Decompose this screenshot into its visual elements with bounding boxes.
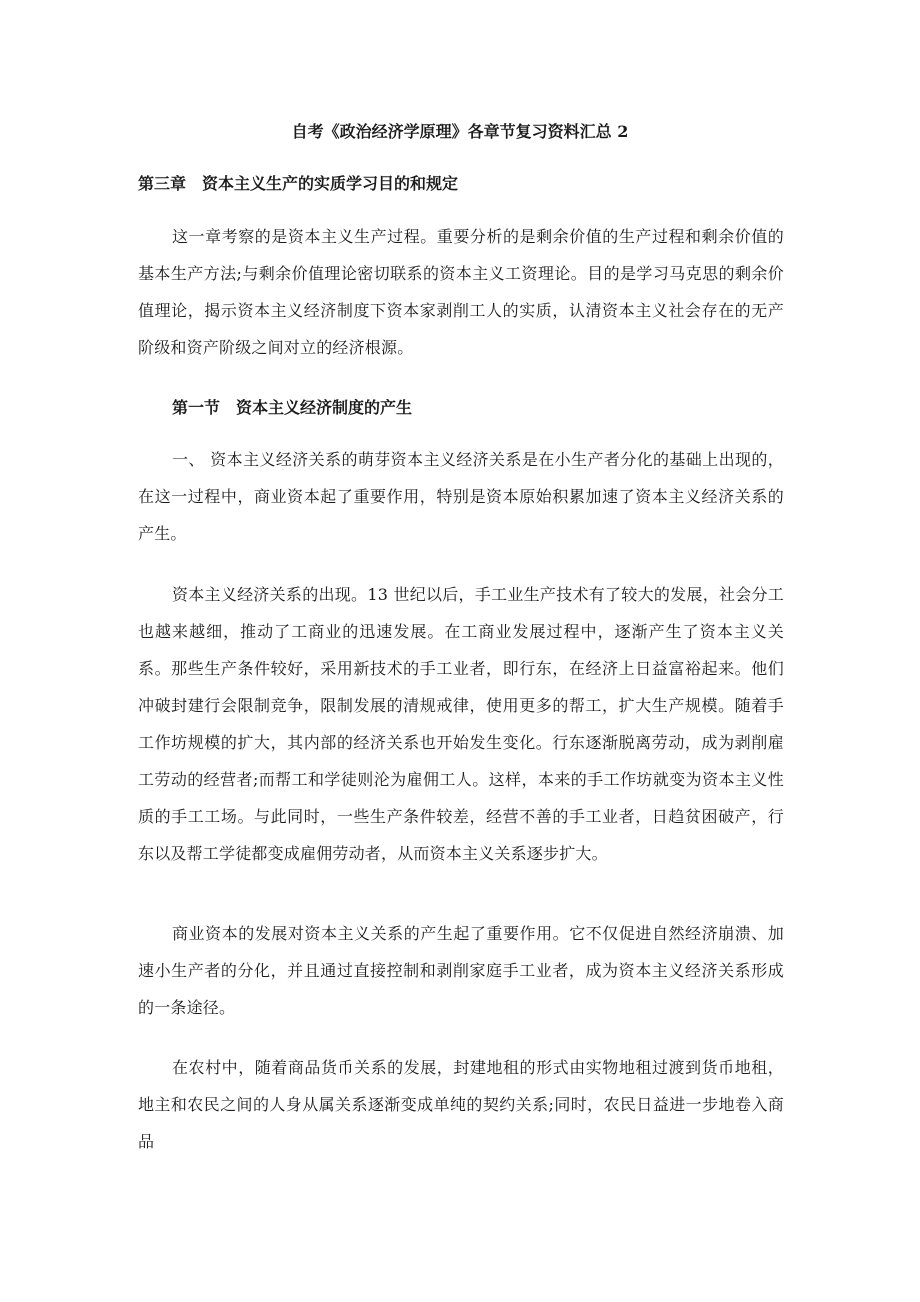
paragraph-emergence: 资本主义经济关系的出现。13 世纪以后，手工业生产技术有了较大的发展，社会分工也越来越细，推动了工商业的迅速发展。在工商业发展过程中，逐渐产生了资本主义关系。那些生产条件较好，采用新技术的手工业者，即行东，在经济上日益富裕起来。他们冲破封建行会限制竞争，限制发展的清规戒律，使用更多的帮工，扩大生产规模。随着手工作坊规模的扩大，其内部的经济关系也开始发生变化。行东逐渐脱离劳动，成为剥削雇工劳动的经营者;而帮工和学徒则沦为雇佣工人。这样，本来的手工作坊就变为资本主义性质的手工工场。与此同时，一些生产条件较差，经营不善的手工业者，日趋贫困破产，行东以及帮工学徒都变成雇佣劳动者，从而资本主义关系逐步扩大。	[138, 585, 784, 863]
paragraph-chapter-intro: 这一章考察的是资本主义生产过程。重要分析的是剩余价值的生产过程和剩余价值的基本生产方法;与剩余价值理论密切联系的资本主义工资理论。目的是学习马克思的剩余价值理论，揭示资本主义经济制度下资本家剥削工人的实质，认清资本主义社会存在的无产阶级和资产阶级之间对立的经济根源。	[138, 227, 784, 357]
chapter-heading: 第三章 资本主义生产的实质学习目的和规定	[138, 174, 459, 193]
section-heading: 第一节 资本主义经济制度的产生	[172, 398, 413, 417]
paragraph-countryside: 在农村中，随着商品货币关系的发展，封建地租的形式由实物地租过渡到货币地租，地主和农民之间的人身从属关系逐渐变成单纯的契约关系;同时，农民日益进一步地卷入商品	[138, 1058, 784, 1151]
document-title: 自考《政治经济学原理》各章节复习资料汇总 2	[291, 122, 629, 141]
paragraph-merchant-capital: 商业资本的发展对资本主义关系的产生起了重要作用。它不仅促进自然经济崩溃、加速小生产者的分化，并且通过直接控制和剥削家庭手工业者，成为资本主义经济关系形成的一条途径。	[138, 924, 784, 1017]
paragraph-sprouts: 一、 资本主义经济关系的萌芽资本主义经济关系是在小生产者分化的基础上出现的，在这一过程中，商业资本起了重要作用，特别是资本原始积累加速了资本主义经济关系的产生。	[138, 450, 784, 543]
